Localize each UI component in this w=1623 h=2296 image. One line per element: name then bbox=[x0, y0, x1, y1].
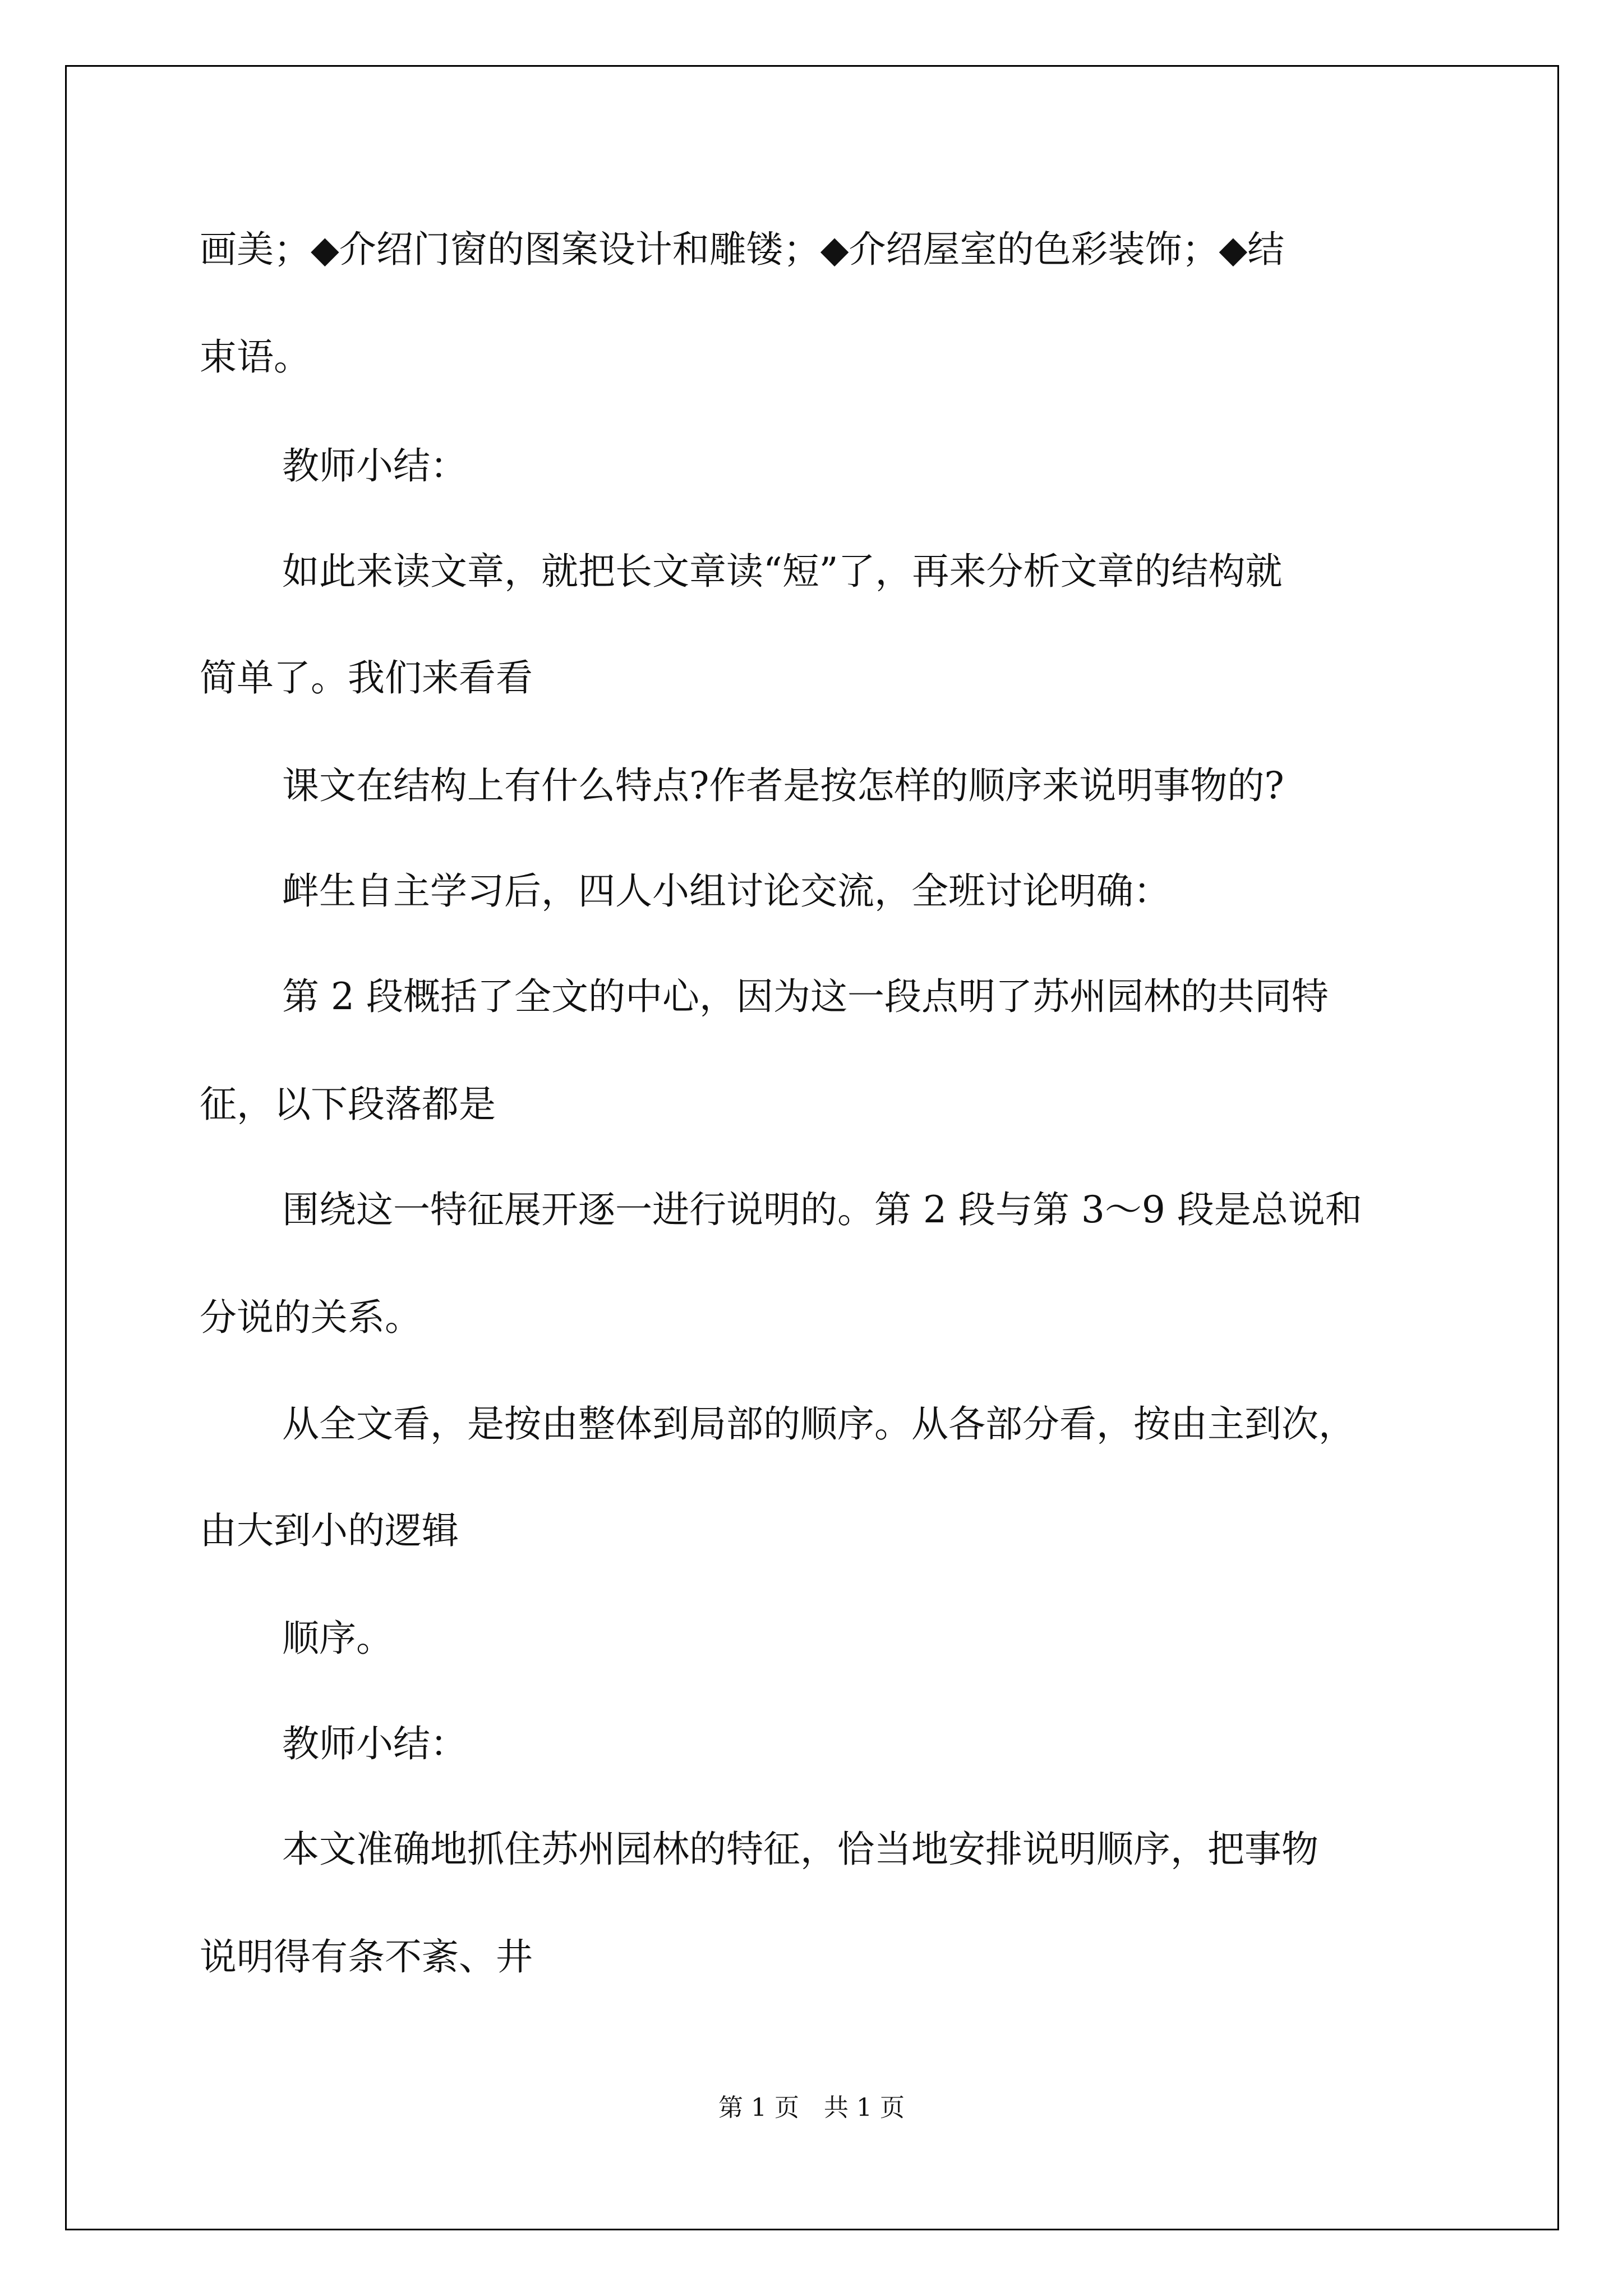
text-line: 课文在结构上有什么特点?作者是按怎样的顺序来说明事物的? bbox=[282, 764, 1284, 807]
text-line: 分说的关系。 bbox=[200, 1296, 422, 1339]
text-line: 衅生自主学习后，四人小组讨论交流，全班讨论明确： bbox=[282, 869, 1170, 913]
page-border bbox=[65, 65, 1559, 2230]
text-line: 围绕这一特征展开逐一进行说明的。第 2 段与第 3～9 段是总说和 bbox=[282, 1188, 1362, 1231]
text-line: 教师小结： bbox=[282, 444, 467, 487]
text-line: 本文准确地抓住苏州园林的特征，恰当地安排说明顺序，把事物 bbox=[282, 1828, 1318, 1871]
text-line: 第 2 段概括了全文的中心，因为这一段点明了苏州园林的共同特 bbox=[282, 975, 1329, 1018]
text-line: 简单了。我们来看看 bbox=[200, 656, 533, 700]
text-line: 束语。 bbox=[200, 335, 311, 379]
text-line: 由大到小的逻辑 bbox=[200, 1509, 459, 1552]
text-line: 征，以下段落都是 bbox=[200, 1083, 496, 1126]
text-line: 教师小结： bbox=[282, 1722, 467, 1765]
text-line: 画美；◆介绍门窗的图案设计和雕镂；◆介绍屋室的色彩装饰；◆结 bbox=[200, 228, 1285, 271]
text-line: 从全文看，是按由整体到局部的顺序。从各部分看，按由主到次， bbox=[282, 1402, 1355, 1446]
text-line: 说明得有条不紊、井 bbox=[200, 1935, 533, 1978]
page-number-footer: 第 1 页 共 1 页 bbox=[718, 2093, 905, 2122]
text-line: 顺序。 bbox=[282, 1617, 393, 1660]
text-line: 如此来读文章，就把长文章读“短”了，再来分析文章的结构就 bbox=[282, 550, 1283, 593]
